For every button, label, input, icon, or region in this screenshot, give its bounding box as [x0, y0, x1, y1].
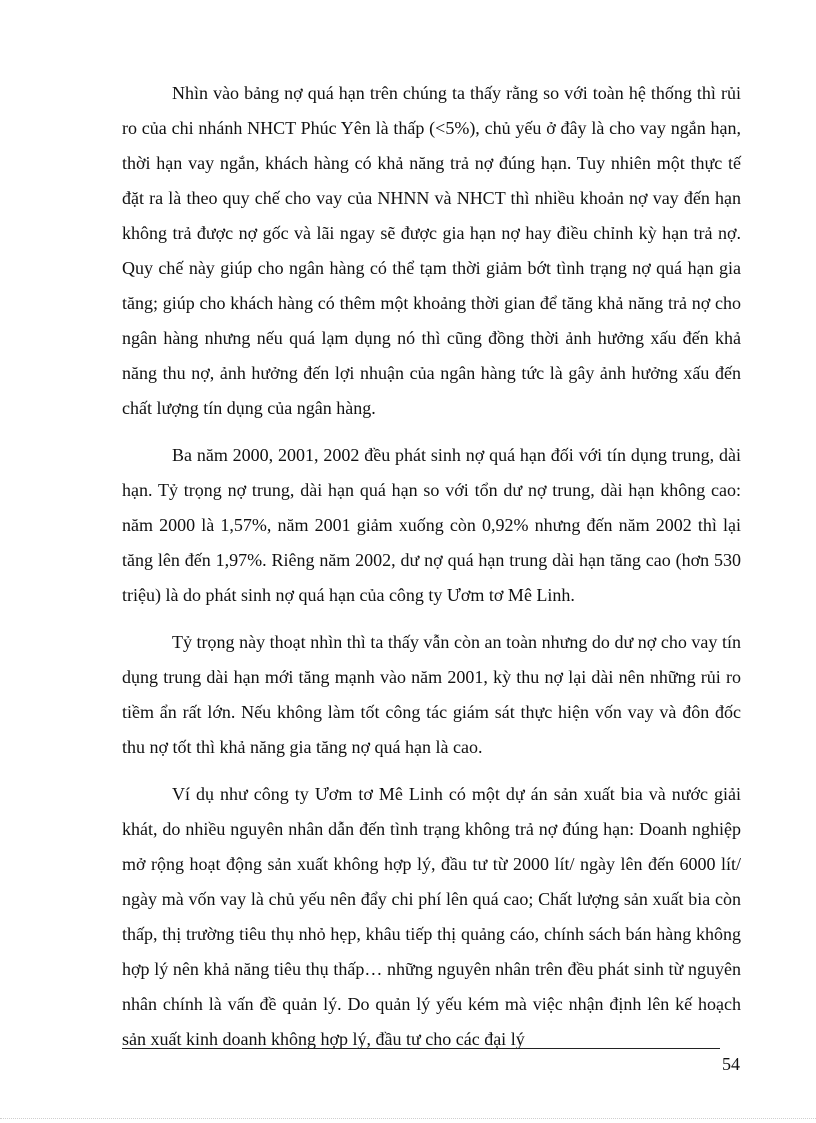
page-number: 54: [722, 1054, 740, 1074]
paragraph-overdue-debt-overview: Nhìn vào bảng nợ quá hạn trên chúng ta thấy rằng so với toàn hệ thống thì rủi ro của chi nhánh NHCT Phúc Yên là thấp (<5%), chủ yếu ở đây là cho vay ngắn hạn, thời hạn vay ngắn, khách hàng có khả năng trả nợ đúng hạn. Tuy nhiên một thực tế đặt ra là theo quy chế cho vay của NHNN và NHCT thì nhiều khoản nợ vay đến hạn không trả được nợ gốc và lãi ngay sẽ được gia hạn nợ hay điều chỉnh kỳ hạn trả nợ. Quy chế này giúp cho ngân hàng có thể tạm thời giảm bớt tình trạng nợ quá hạn gia tăng; giúp cho khách hàng có thêm một khoảng thời gian để tăng khả năng trả nợ cho ngân hàng nhưng nếu quá lạm dụng nó thì cũng đồng thời ảnh hưởng xấu đến khả năng thu nợ, ảnh hưởng đến lợi nhuận của ngân hàng tức là gây ảnh hưởng xấu đến chất lượng tín dụng của ngân hàng.: [122, 83, 741, 418]
paragraph-medium-long-term-ratio: Ba năm 2000, 2001, 2002 đều phát sinh nợ quá hạn đối với tín dụng trung, dài hạn. Tỷ trọng nợ trung, dài hạn quá hạn so với tổn dư nợ trung, dài hạn không cao: năm 2000 là 1,57%, năm 2001 giảm xuống còn 0,92% nhưng đến năm 2002 thì lại tăng lên đến 1,97%. Riêng năm 2002, dư nợ quá hạn trung dài hạn tăng cao (hơn 530 triệu) là do phát sinh nợ quá hạn của công ty Ươm tơ Mê Linh.: [122, 445, 741, 605]
body-text: [122, 76, 741, 1069]
footer-divider: [122, 1048, 720, 1049]
paragraph-me-linh-example: Ví dụ như công ty Ươm tơ Mê Linh có một dự án sản xuất bia và nước giải khát, do nhiều nguyên nhân dẫn đến tình trạng không trả nợ đúng hạn: Doanh nghiệp mở rộng hoạt động sản xuất không hợp lý, đầu tư từ 2000 lít/ ngày lên đến 6000 lít/ ngày mà vốn vay là chủ yếu nên đẩy chi phí lên quá cao; Chất lượng sản xuất bia còn thấp, thị trường tiêu thụ nhỏ hẹp, khâu tiếp thị quảng cáo, chính sách bán hàng không hợp lý nên khả năng tiêu thụ thấp… những nguyên nhân trên đều phát sinh từ nguyên nhân chính là vấn đề quản lý. Do quản lý yếu kém mà việc nhận định lên kế hoạch sản xuất kinh doanh không hợp lý, đầu tư cho các đại lý: [122, 784, 741, 1049]
page-bottom-edge: [0, 1118, 816, 1119]
paragraph-latent-risk: Tỷ trọng này thoạt nhìn thì ta thấy vẫn còn an toàn nhưng do dư nợ cho vay tín dụng trung dài hạn mới tăng mạnh vào năm 2001, kỳ thu nợ lại dài nên những rủi ro tiềm ẩn rất lớn. Nếu không làm tốt công tác giám sát thực hiện vốn vay và đôn đốc thu nợ tốt thì khả năng gia tăng nợ quá hạn là cao.: [122, 632, 741, 757]
